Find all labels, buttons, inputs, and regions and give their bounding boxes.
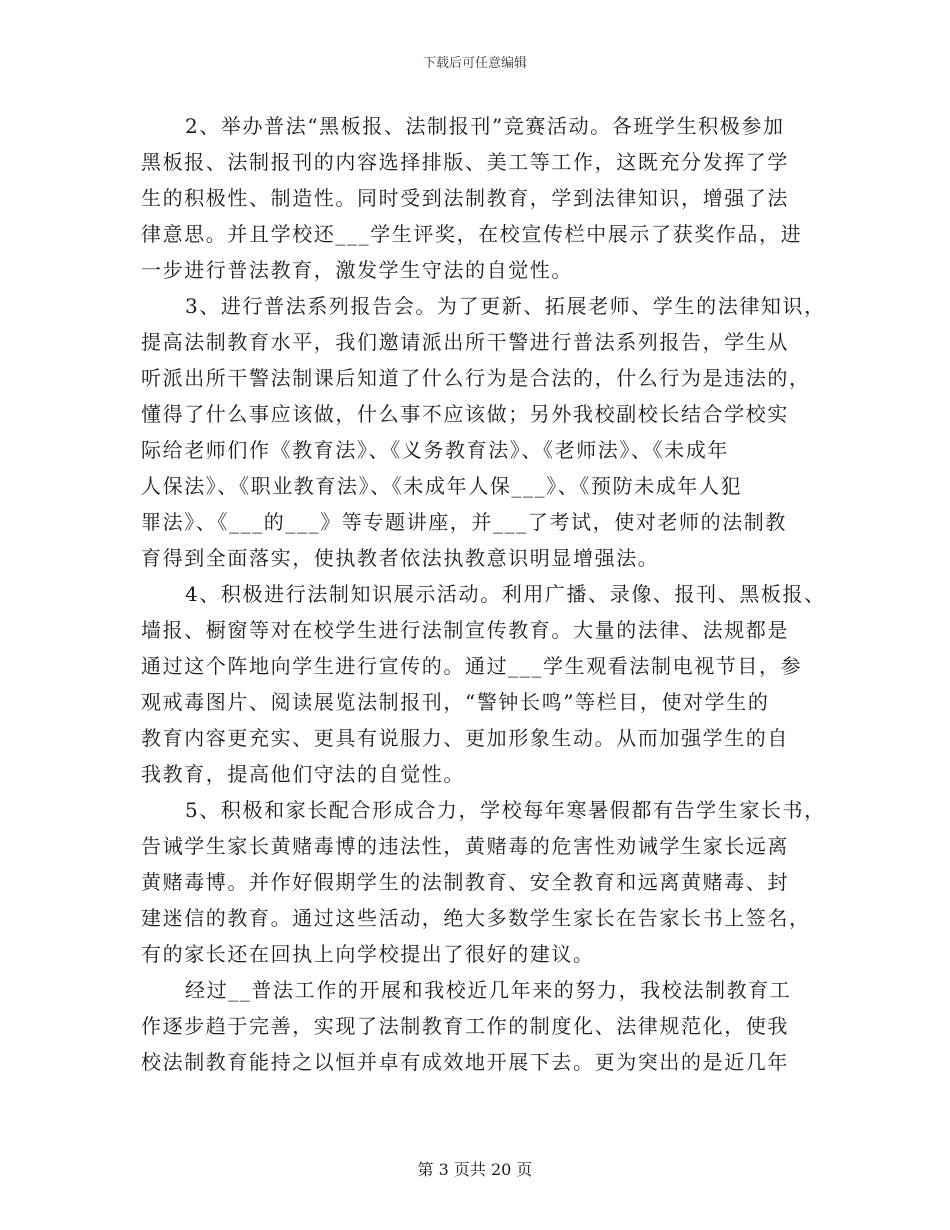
text-line: 经过__普法工作的开展和我校近几年来的努力，我校法制教育工 <box>185 978 792 1002</box>
paragraph-2 <box>141 108 809 288</box>
text-line: 教育内容更充实、更具有说服力、更加形象生动。从而加强学生的自 <box>141 726 789 750</box>
text-line: 提高法制教育水平，我们邀请派出所干警进行普法系列报告，学生从 <box>141 330 789 354</box>
paragraph-4 <box>141 576 826 792</box>
text-line: 作逐步趋于完善，实现了法制教育工作的制度化、法律规范化，使我 <box>141 1014 789 1038</box>
text-line: 通过这个阵地向学生进行宣传的。通过___学生观看法制电视节目，参 <box>141 654 803 678</box>
text-line: 黑板报、法制报刊的内容选择排版、美工等工作，这既充分发挥了学 <box>141 150 789 174</box>
text-line: 罪法》、《___的___》等专题讲座，并___了考试，使对老师的法制教 <box>141 510 787 534</box>
text-line: 生的积极性、制造性。同时受到法制教育，学到法律知识，增强了法 <box>141 186 789 210</box>
paragraph-3 <box>141 288 826 576</box>
text-line: 际给老师们作《教育法》、《义务教育法》、《老师法》、《未成年 <box>141 438 729 462</box>
text-line: 建迷信的教育。通过这些活动，绝大多数学生家长在告家长书上签名， <box>141 906 811 930</box>
text-line: 有的家长还在回执上向学校提出了很好的建议。 <box>141 942 595 966</box>
text-line: 校法制教育能持之以恒并卓有成效地开展下去。更为突出的是近几年 <box>141 1050 789 1074</box>
paragraph-summary <box>141 972 809 1080</box>
paragraph-5 <box>141 792 826 972</box>
text-line: 2、举办普法“黑板报、法制报刊”竞赛活动。各班学生积极参加 <box>185 114 785 138</box>
text-line: 人保法》、《职业教育法》、《未成年人保___》、《预防未成年人犯 <box>141 474 743 498</box>
text-line: 观戒毒图片、阅读展览法制报刊，“警钟长鸣”等栏目，使对学生的 <box>141 690 770 714</box>
text-line: 懂得了什么事应该做，什么事不应该做；另外我校副校长结合学校实 <box>141 402 789 426</box>
text-line: 一步进行普法教育，激发学生守法的自觉性。 <box>141 258 573 282</box>
text-line: 5、积极和家长配合形成合力，学校每年寒暑假都有告学生家长书， <box>185 798 826 822</box>
text-line: 律意思。并且学校还___学生评奖，在校宣传栏中展示了获奖作品，进 <box>141 222 803 246</box>
text-line: 育得到全面落实，使执教者依法执教意识明显增强法。 <box>141 546 660 570</box>
page-header: 下载后可任意编辑 <box>422 56 527 71</box>
text-line: 听派出所干警法制课后知道了什么行为是合法的，什么行为是违法的， <box>141 366 811 390</box>
document-body <box>141 108 826 1080</box>
text-line: 黄赌毒博。并作好假期学生的法制教育、安全教育和远离黄赌毒、封 <box>141 870 789 894</box>
text-line: 我教育，提高他们守法的自觉性。 <box>141 762 465 786</box>
text-line: 4、积极进行法制知识展示活动。利用广播、录像、报刊、黑板报、 <box>185 582 826 606</box>
text-line: 告诫学生家长黄赌毒博的违法性，黄赌毒的危害性劝诫学生家长远离 <box>141 834 789 858</box>
page-footer: 第 3 页共 20 页 <box>417 1160 533 1179</box>
text-line: 墙报、橱窗等对在校学生进行法制宣传教育。大量的法律、法规都是 <box>141 618 789 642</box>
text-line: 3、进行普法系列报告会。为了更新、拓展老师、学生的法律知识， <box>185 294 826 318</box>
